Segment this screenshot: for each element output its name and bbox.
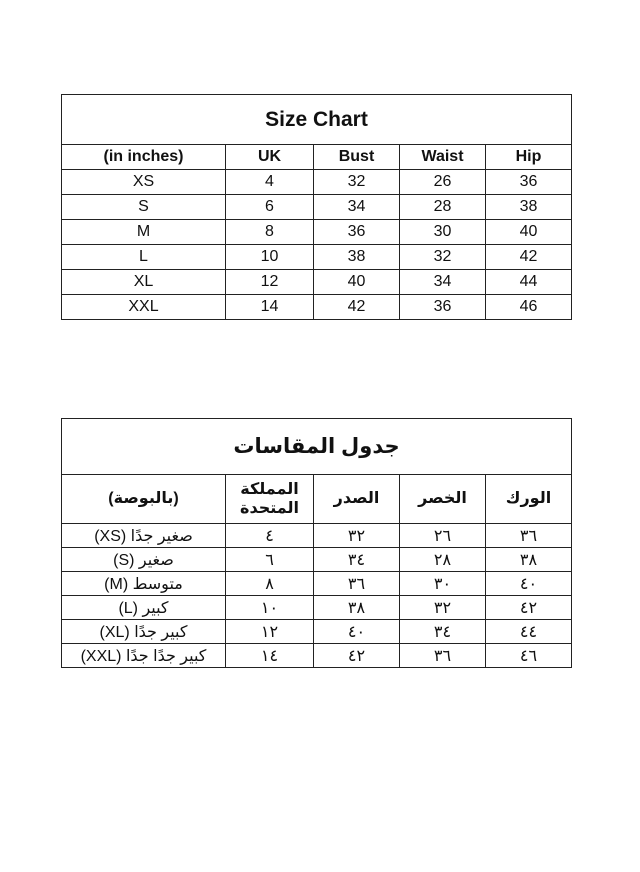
arabic-header-uk-line2: المتحدة [240,500,299,517]
size-chart-table [61,94,572,320]
arabic-header-uk [226,475,314,524]
arabic-header-unit: (بالبوصة) [62,475,226,524]
arabic-header-waist: الخصر [400,475,486,524]
arabic-size-row [62,524,572,548]
arabic-chart-title: جدول المقاسات [62,419,572,475]
header-bust: Bust [314,145,400,170]
arabic-size-cell-size: كبير جدًا جدًا (XXL) [62,644,226,668]
size-cell-uk: 4 [226,170,314,195]
arabic-size-cell-hip: ٣٦ [486,524,572,548]
size-cell-waist: 30 [400,220,486,245]
arabic-size-row [62,572,572,596]
arabic-size-cell-uk: ٨ [226,572,314,596]
size-cell-bust: 42 [314,295,400,320]
arabic-size-cell-uk: ٦ [226,548,314,572]
size-cell-uk: 10 [226,245,314,270]
size-cell-size: M [62,220,226,245]
arabic-size-cell-waist: ٣٤ [400,620,486,644]
arabic-size-cell-size: متوسط (M) [62,572,226,596]
size-cell-size: L [62,245,226,270]
size-row [62,295,572,320]
arabic-size-row [62,548,572,572]
arabic-size-cell-bust: ٣٢ [314,524,400,548]
size-cell-uk: 6 [226,195,314,220]
arabic-size-cell-uk: ٤ [226,524,314,548]
arabic-size-cell-size: صغير (S) [62,548,226,572]
size-cell-waist: 32 [400,245,486,270]
size-cell-uk: 12 [226,270,314,295]
size-cell-bust: 34 [314,195,400,220]
size-cell-bust: 36 [314,220,400,245]
size-cell-uk: 8 [226,220,314,245]
arabic-size-cell-waist: ٢٨ [400,548,486,572]
arabic-size-cell-hip: ٤٦ [486,644,572,668]
size-cell-size: XS [62,170,226,195]
size-row [62,220,572,245]
size-cell-size: S [62,195,226,220]
size-cell-hip: 46 [486,295,572,320]
arabic-size-cell-hip: ٤٠ [486,572,572,596]
arabic-size-cell-size: كبير (L) [62,596,226,620]
size-cell-size: XL [62,270,226,295]
arabic-size-cell-size: صغير جدًا (XS) [62,524,226,548]
size-cell-bust: 40 [314,270,400,295]
arabic-header-hip: الورك [486,475,572,524]
arabic-size-cell-hip: ٤٤ [486,620,572,644]
arabic-size-cell-hip: ٣٨ [486,548,572,572]
size-row [62,245,572,270]
size-row [62,170,572,195]
arabic-size-cell-uk: ١٢ [226,620,314,644]
arabic-size-cell-bust: ٤٠ [314,620,400,644]
header-waist: Waist [400,145,486,170]
size-cell-uk: 14 [226,295,314,320]
size-cell-bust: 38 [314,245,400,270]
size-cell-hip: 42 [486,245,572,270]
arabic-size-row [62,596,572,620]
size-cell-waist: 28 [400,195,486,220]
size-chart-title: Size Chart [62,95,572,145]
arabic-size-cell-waist: ٣٦ [400,644,486,668]
size-cell-hip: 44 [486,270,572,295]
size-cell-waist: 36 [400,295,486,320]
size-cell-waist: 34 [400,270,486,295]
size-cell-hip: 36 [486,170,572,195]
size-cell-hip: 38 [486,195,572,220]
arabic-size-row [62,644,572,668]
size-cell-waist: 26 [400,170,486,195]
arabic-size-row [62,620,572,644]
size-cell-size: XXL [62,295,226,320]
arabic-size-cell-size: كبير جدًا (XL) [62,620,226,644]
arabic-size-cell-uk: ١٤ [226,644,314,668]
arabic-size-cell-uk: ١٠ [226,596,314,620]
arabic-size-cell-waist: ٢٦ [400,524,486,548]
size-cell-bust: 32 [314,170,400,195]
header-unit: (in inches) [62,145,226,170]
arabic-size-cell-bust: ٣٤ [314,548,400,572]
arabic-size-cell-waist: ٣٢ [400,596,486,620]
arabic-header-bust: الصدر [314,475,400,524]
arabic-size-chart-table [61,418,572,668]
arabic-header-uk-line1: المملكة [240,480,299,498]
header-uk: UK [226,145,314,170]
arabic-size-cell-bust: ٤٢ [314,644,400,668]
arabic-size-cell-waist: ٣٠ [400,572,486,596]
arabic-size-cell-bust: ٣٨ [314,596,400,620]
header-hip: Hip [486,145,572,170]
size-row [62,270,572,295]
size-row [62,195,572,220]
size-cell-hip: 40 [486,220,572,245]
arabic-size-cell-hip: ٤٢ [486,596,572,620]
arabic-size-cell-bust: ٣٦ [314,572,400,596]
